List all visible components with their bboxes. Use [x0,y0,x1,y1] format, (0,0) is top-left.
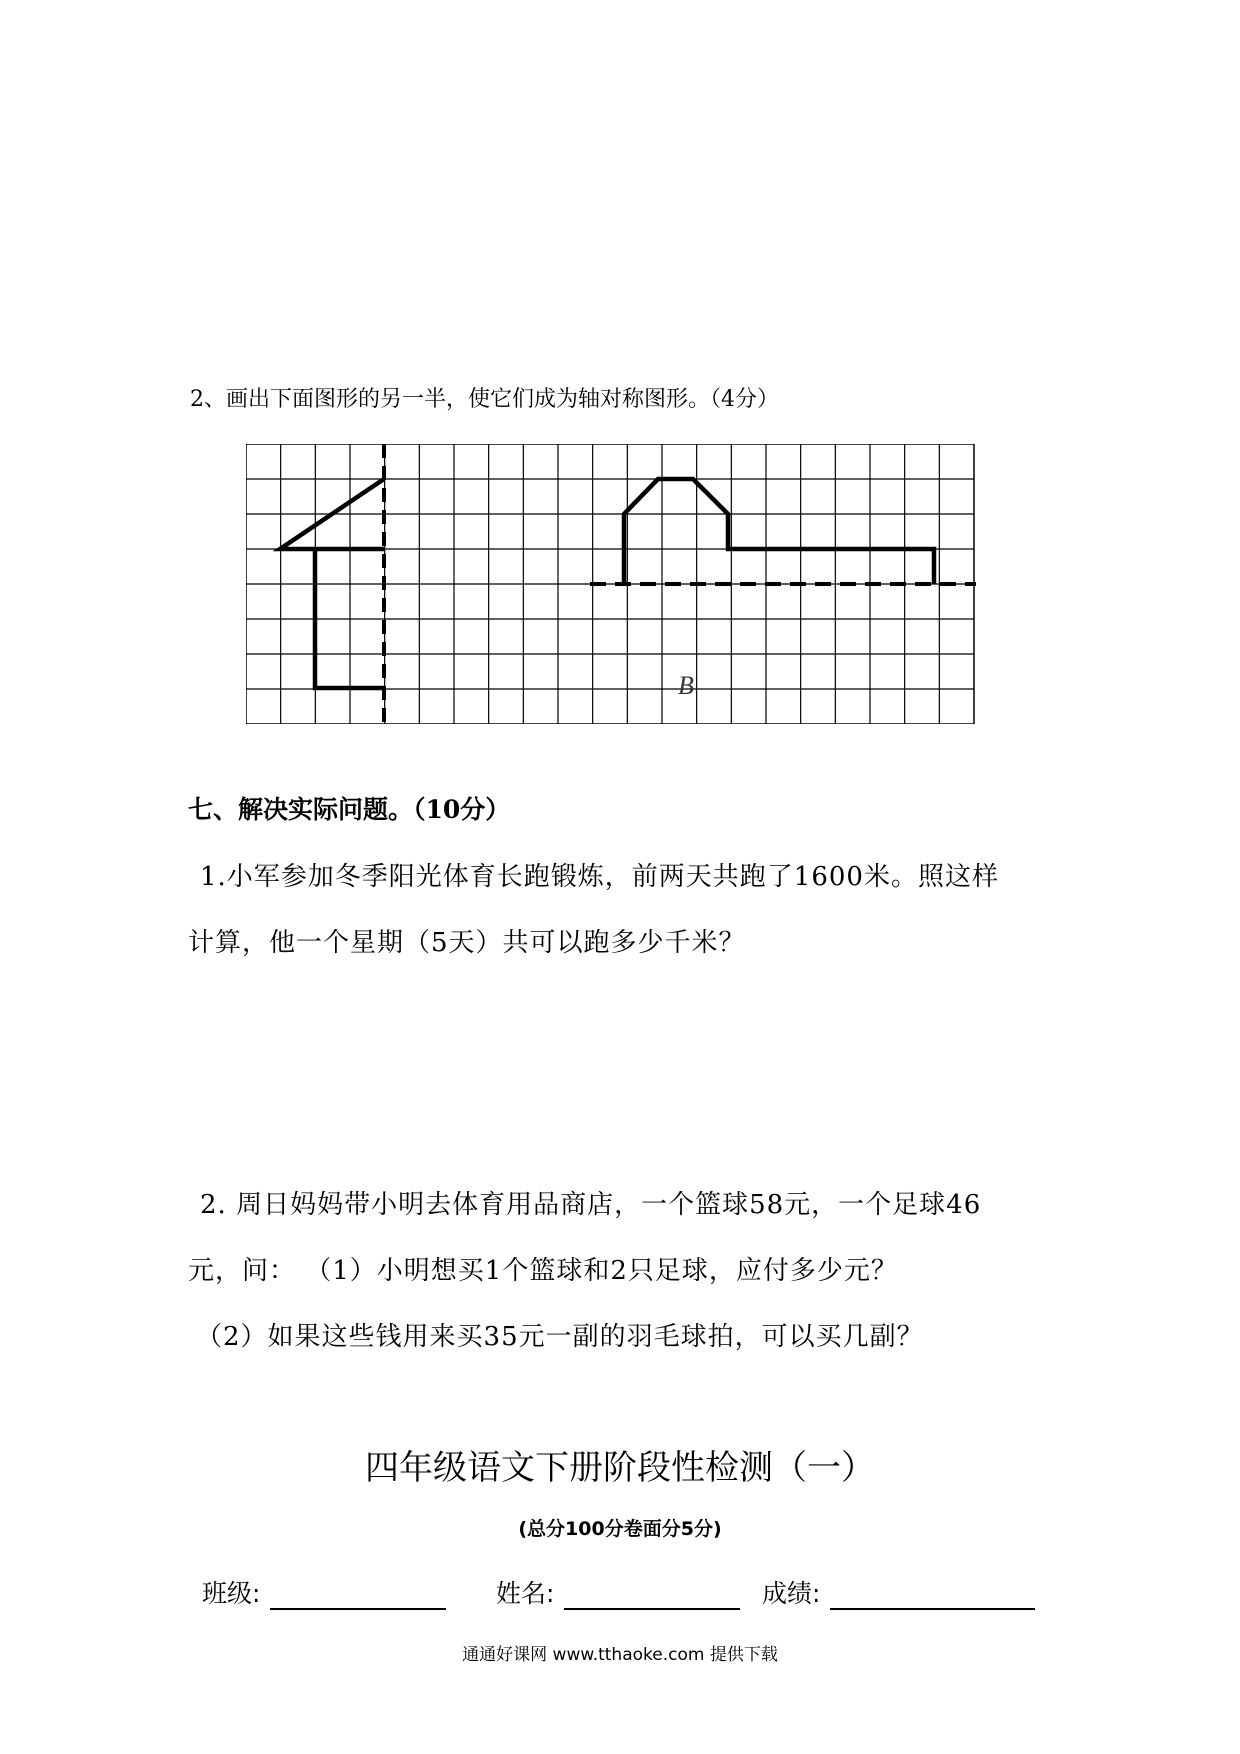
score-blank[interactable] [830,1582,1035,1610]
problem-2-line-1: 2. 周日妈妈带小明去体育用品商店，一个篮球58元，一个足球46 [200,1190,982,1220]
score-field [762,1574,1035,1610]
exam-subtitle: (总分100分卷面分5分) [518,1518,722,1540]
class-blank[interactable] [270,1582,446,1610]
name-blank[interactable] [564,1582,740,1610]
problem-2-line-2: 元，问： （1）小明想买1个篮球和2只足球，应付多少元？ [188,1256,898,1286]
class-field [202,1574,446,1610]
name-label: 姓名: [496,1579,555,1608]
question-2-text: 2、画出下面图形的另一半，使它们成为轴对称图形。（4分） [190,387,779,412]
grid-svg [246,444,976,724]
problem-1-line-2: 计算，他一个星期（5天）共可以跑多少千米？ [188,928,746,958]
footer-text: 通通好课网 www.tthaoke.com 提供下载 [462,1645,778,1665]
score-label: 成绩: [762,1579,821,1608]
grid-lines [246,444,974,724]
section-7-heading: 七、解决实际问题。（10分） [188,795,511,824]
symmetry-grid [246,444,976,724]
name-field [496,1574,740,1610]
problem-2-line-3: （2）如果这些钱用来买35元一副的羽毛球拍，可以买几副？ [196,1322,924,1352]
problem-1-line-1: 1.小军参加冬季阳光体育长跑锻炼，前两天共跑了1600米。照这样 [200,862,999,892]
grid-label-b: B [678,671,694,700]
class-label: 班级: [202,1579,261,1608]
exam-title: 四年级语文下册阶段性检测（一） [365,1448,875,1488]
right-figure [624,479,934,584]
